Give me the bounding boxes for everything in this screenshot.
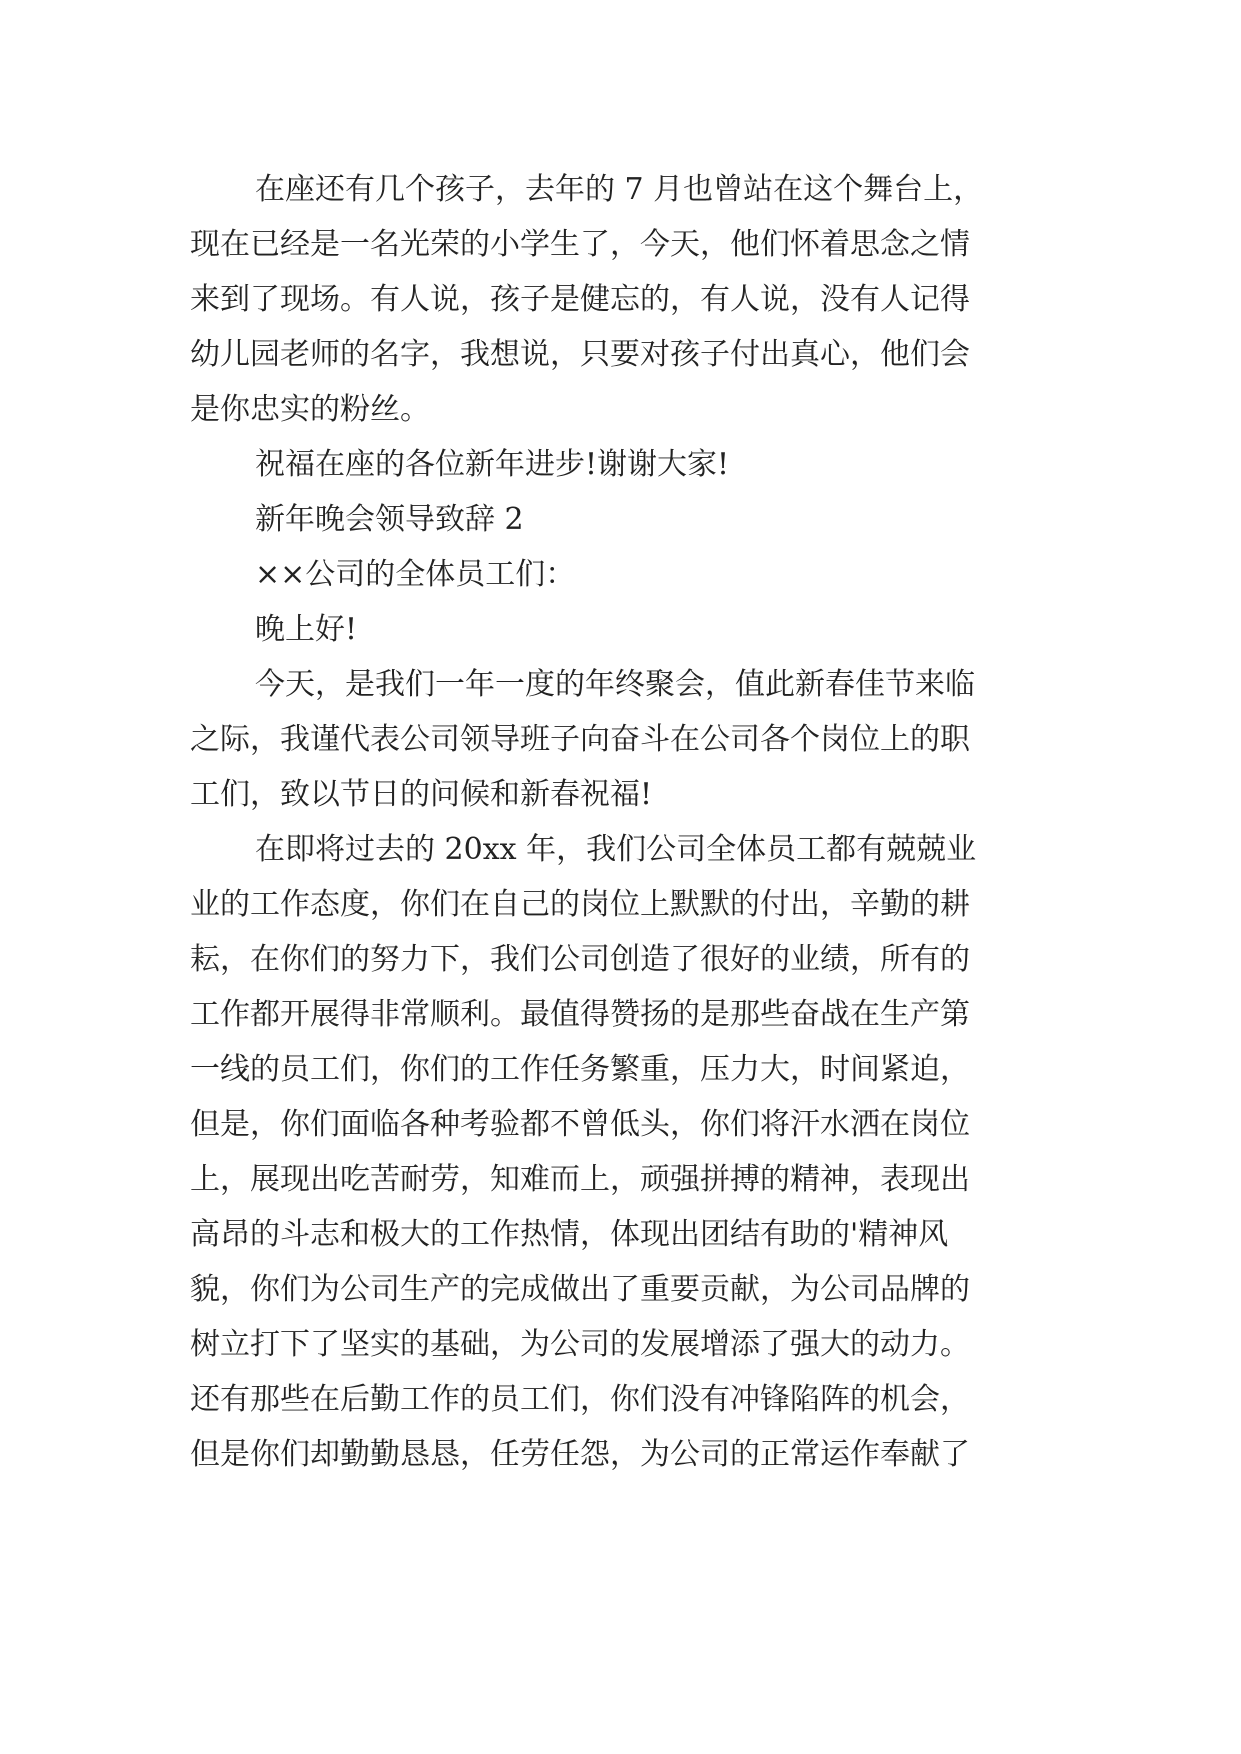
paragraph-line: 幼儿园老师的名字，我想说，只要对孩子付出真心，他们会 <box>190 337 970 372</box>
paragraph-line: 工们，致以节日的问候和新春祝福! <box>190 777 653 812</box>
paragraph-line: 耘，在你们的努力下，我们公司创造了很好的业绩，所有的 <box>190 942 970 977</box>
paragraph-line: 但是，你们面临各种考验都不曾低头，你们将汗水洒在岗位 <box>190 1107 970 1142</box>
paragraph-line: 今天，是我们一年一度的年终聚会，值此新春佳节来临 <box>255 667 975 702</box>
paragraph-line: 高昂的斗志和极大的工作热情，体现出团结有助的'精神风 <box>190 1217 949 1252</box>
paragraph-line: 在座还有几个孩子，去年的 7 月也曾站在这个舞台上， <box>255 172 984 207</box>
paragraph-line: 还有那些在后勤工作的员工们，你们没有冲锋陷阵的机会， <box>190 1382 970 1417</box>
paragraph-line: 树立打下了坚实的基础，为公司的发展增添了强大的动力。 <box>190 1327 970 1362</box>
paragraph-line: 工作都开展得非常顺利。最值得赞扬的是那些奋战在生产第 <box>190 997 970 1032</box>
paragraph-line: 之际，我谨代表公司领导班子向奋斗在公司各个岗位上的职 <box>190 722 970 757</box>
paragraph-line: 祝福在座的各位新年进步!谢谢大家! <box>255 447 730 482</box>
paragraph-line: 在即将过去的 20xx 年，我们公司全体员工都有兢兢业 <box>255 832 977 867</box>
paragraph-line: 业的工作态度，你们在自己的岗位上默默的付出，辛勤的耕 <box>190 887 970 922</box>
paragraph-line: 现在已经是一名光荣的小学生了，今天，他们怀着思念之情 <box>190 227 970 262</box>
greeting: 晚上好! <box>255 612 358 647</box>
paragraph-line: 貌，你们为公司生产的完成做出了重要贡献，为公司品牌的 <box>190 1272 970 1307</box>
section-title: 新年晚会领导致辞 2 <box>255 502 524 537</box>
paragraph-line: 一线的员工们，你们的工作任务繁重，压力大，时间紧迫， <box>190 1052 970 1087</box>
paragraph-line: 上，展现出吃苦耐劳，知难而上，顽强拼搏的精神，表现出 <box>190 1162 970 1197</box>
paragraph-line: 来到了现场。有人说，孩子是健忘的，有人说，没有人记得 <box>190 282 970 317</box>
paragraph-line: 是你忠实的粉丝。 <box>190 392 430 427</box>
paragraph-line: 但是你们却勤勤恳恳，任劳任怨，为公司的正常运作奉献了 <box>190 1437 970 1472</box>
salutation: ××公司的全体员工们： <box>255 557 576 592</box>
